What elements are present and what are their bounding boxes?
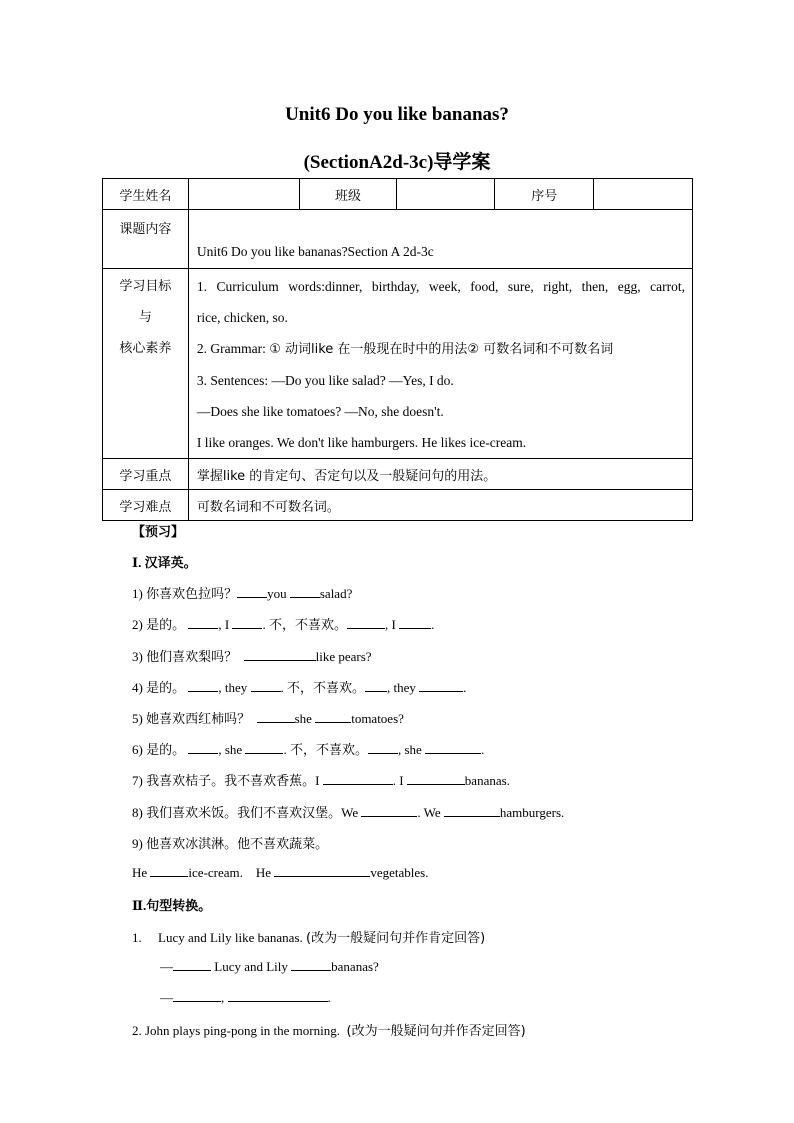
answer-blank[interactable] [290, 585, 320, 598]
question-text: He [132, 865, 148, 880]
question-text: she [294, 711, 312, 726]
answer-blank[interactable] [232, 616, 262, 629]
question-text: you [267, 586, 287, 601]
question-text: . [327, 990, 331, 1005]
section-1-title: Ⅰ. 汉译英。 [132, 555, 197, 570]
keypoint-row [103, 459, 693, 490]
answer-blank[interactable] [407, 772, 439, 785]
question-text: . [280, 680, 284, 695]
question-text: ice-cream. [188, 865, 243, 880]
seat-number-field[interactable] [594, 179, 693, 210]
question-cn: 他们喜欢梨吗？ [146, 650, 238, 665]
student-name-label: 学生姓名 [103, 179, 189, 210]
question-text: , they [218, 680, 248, 695]
question-number: 1) [132, 586, 143, 601]
question-cn: 是的。 [146, 743, 186, 758]
answer-blank[interactable] [425, 741, 481, 754]
question-cn: 是的。 [146, 681, 186, 696]
question-6 [132, 739, 484, 758]
question-8 [132, 802, 564, 821]
question-text: hamburgers. [499, 805, 565, 820]
goal-1-line-1: 1. Curriculum words:dinner, birthday, week, food, sure, right, then, egg, carrot, [196, 279, 685, 294]
answer-blank[interactable] [353, 772, 393, 785]
student-info-row [103, 179, 693, 210]
goal-2-prefix: 2. Grammar: [196, 341, 270, 356]
question-9 [132, 833, 328, 852]
transform-question-2 [132, 1020, 526, 1039]
question-text: . [431, 617, 435, 632]
question-3 [132, 646, 372, 665]
transform-answer-2 [160, 989, 331, 1006]
question-7 [132, 770, 510, 789]
transform-answer-1 [160, 958, 379, 975]
question-text: like pears? [315, 649, 372, 664]
keypoint-label: 学习重点 [103, 459, 189, 490]
question-text: . [283, 742, 287, 757]
answer-blank[interactable] [347, 616, 385, 629]
question-number: 8) [132, 805, 143, 820]
goal-3-line-3: I like oranges. We don't like hamburgers. He likes ice-cream. [196, 435, 527, 450]
question-9-answer [132, 864, 428, 881]
student-name-field[interactable] [188, 179, 299, 210]
keypoint-value: 掌握like 的肯定句、否定句以及一般疑问句的用法。 [188, 459, 692, 490]
question-text: . [463, 680, 467, 695]
question-text: , she [397, 742, 422, 757]
question-number: 7) [132, 773, 143, 788]
answer-blank[interactable] [361, 804, 389, 817]
class-label: 班级 [299, 179, 397, 210]
preview-heading: 【预习】 [132, 524, 185, 539]
question-text: , [221, 990, 225, 1005]
answer-blank[interactable] [244, 648, 280, 661]
topic-row [103, 210, 693, 269]
section-2-title: Ⅱ.句型转换。 [132, 898, 212, 913]
answer-blank[interactable] [389, 804, 417, 817]
title-line-1: Unit6 Do you like bananas? [285, 104, 509, 125]
answer-blank[interactable] [257, 710, 295, 723]
answer-blank[interactable] [188, 679, 218, 692]
question-cn: 我喜欢桔子。我不喜欢香蕉。 [146, 774, 316, 789]
goals-row [103, 269, 693, 459]
answer-blank[interactable] [476, 804, 500, 817]
answer-blank[interactable] [188, 741, 218, 754]
question-text: bananas? [331, 959, 379, 974]
question-text: . [481, 742, 485, 757]
question-text: Lucy and Lily [214, 959, 288, 974]
difficulty-label: 学习难点 [103, 490, 189, 521]
question-number: 4) [132, 680, 143, 695]
goals-label-line-3: 核心素养 [119, 341, 172, 356]
answer-blank[interactable] [274, 864, 370, 877]
question-number: 1. [132, 930, 142, 945]
answer-blank[interactable] [444, 804, 476, 817]
question-text: He [255, 865, 272, 880]
goal-2-text: ① 动词like 在一般现在时中的用法② 可数名词和不可数名词 [269, 342, 614, 357]
question-cn: 是的。 [146, 618, 186, 633]
question-text: . We [417, 805, 441, 820]
class-field[interactable] [397, 179, 495, 210]
difficulty-row [103, 490, 693, 521]
question-text: tomatoes? [351, 711, 404, 726]
goals-label-line-2: 与 [138, 310, 152, 325]
answer-blank[interactable] [368, 741, 398, 754]
topic-label: 课题内容 [103, 210, 189, 269]
question-cn: 不，不喜欢。 [289, 743, 368, 758]
answer-blank[interactable] [188, 616, 218, 629]
answer-blank[interactable] [173, 958, 211, 971]
question-cn: 不，不喜欢。 [268, 618, 347, 633]
question-1 [132, 583, 352, 602]
question-text: , she [218, 742, 243, 757]
question-cn: (改为一般疑问句并作否定回答) [346, 1024, 526, 1039]
answer-blank[interactable] [173, 989, 221, 1002]
question-number: 9) [132, 836, 143, 851]
goal-3-line-1: 3. Sentences: —Do you like salad? —Yes, I do. [196, 373, 454, 388]
dash: — [160, 990, 173, 1005]
goals-content [188, 269, 692, 459]
question-cn: 她喜欢西红柿吗？ [146, 712, 251, 727]
answer-blank[interactable] [315, 710, 351, 723]
topic-value: Unit6 Do you like bananas?Section A 2d-3c [188, 210, 692, 269]
goal-3-line-2: —Does she like tomatoes? —No, she doesn't. [196, 404, 444, 419]
question-text: Lucy and Lily like bananas. [158, 930, 303, 945]
question-4 [132, 677, 466, 696]
question-text: I [315, 773, 320, 788]
answer-blank[interactable] [399, 616, 431, 629]
answer-blank[interactable] [251, 679, 281, 692]
question-cn: (改为一般疑问句并作肯定回答) [306, 931, 486, 946]
answer-blank[interactable] [245, 741, 283, 754]
question-cn: 他喜欢冰淇淋。他不喜欢蔬菜。 [146, 837, 329, 852]
goals-label-line-1: 学习目标 [119, 279, 172, 294]
question-text: . [262, 617, 266, 632]
question-5 [132, 708, 404, 727]
answer-blank[interactable] [439, 772, 465, 785]
goal-2 [197, 333, 685, 365]
answer-blank[interactable] [291, 958, 331, 971]
question-text: vegetables. [370, 865, 429, 880]
question-number: 5) [132, 711, 143, 726]
answer-blank[interactable] [365, 679, 387, 692]
question-text: 2. John plays ping-pong in the morning. [132, 1023, 340, 1038]
answer-blank[interactable] [323, 772, 353, 785]
question-number: 3) [132, 649, 143, 664]
question-cn: 不，不喜欢。 [287, 681, 366, 696]
seat-number-label: 序号 [495, 179, 594, 210]
question-text: , I [218, 617, 230, 632]
question-text: salad? [319, 586, 353, 601]
answer-blank[interactable] [150, 864, 188, 877]
question-text: bananas. [464, 773, 510, 788]
question-2 [132, 614, 434, 633]
answer-blank[interactable] [228, 989, 328, 1002]
question-number: 6) [132, 742, 143, 757]
info-table [102, 178, 693, 521]
answer-blank[interactable] [280, 648, 316, 661]
difficulty-value: 可数名词和不可数名词。 [188, 490, 692, 521]
transform-question-1 [132, 927, 485, 946]
title-line-2: (SectionA2d-3c)导学案 [303, 152, 491, 173]
question-number: 2) [132, 617, 143, 632]
goals-label [103, 269, 189, 459]
question-text: , they [387, 680, 416, 695]
question-cn: 你喜欢色拉吗？ [146, 587, 238, 602]
answer-blank[interactable] [237, 585, 267, 598]
goal-1-line-2: rice, chicken, so. [196, 310, 288, 325]
question-text: We [341, 805, 359, 820]
answer-blank[interactable] [419, 679, 463, 692]
question-text: , I [384, 617, 396, 632]
question-text: . I [392, 773, 404, 788]
question-cn: 我们喜欢米饭。我们不喜欢汉堡。 [146, 806, 342, 821]
dash: — [160, 959, 173, 974]
